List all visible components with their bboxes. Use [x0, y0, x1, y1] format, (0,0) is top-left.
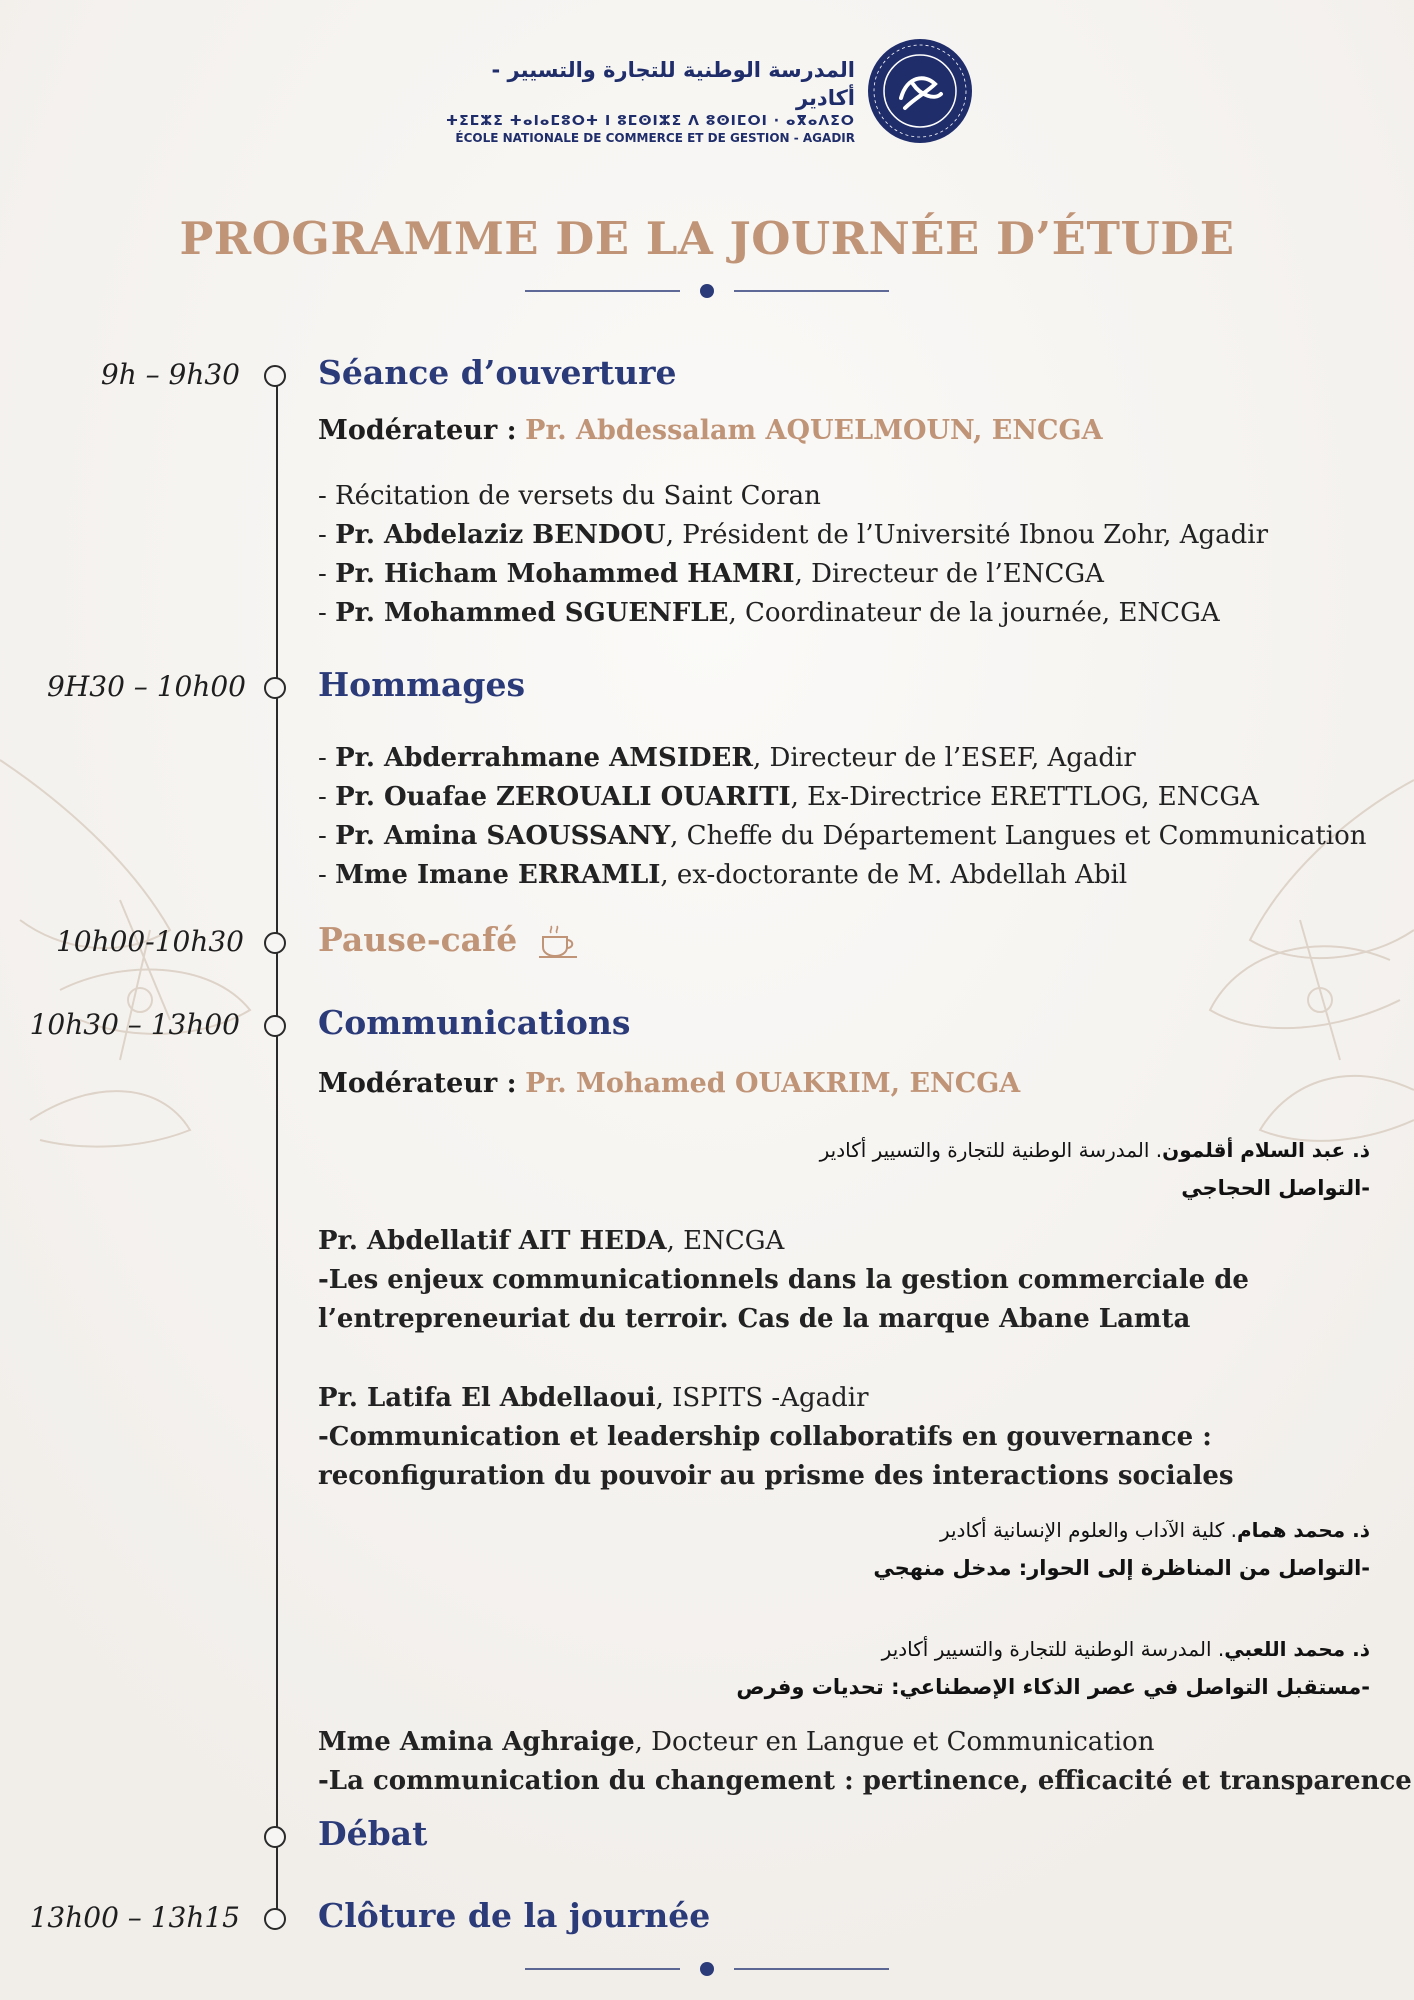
heading-communications: Communications — [318, 1003, 631, 1042]
talk-arabic-4: ذ. محمد همام. كلية الآداب والعلوم الإنسانية أكادير -التواصل من المناظرة إلى الحوار: مدخل منهجي — [873, 1518, 1370, 1580]
timeline-line — [276, 385, 278, 1910]
moderator-label: Modérateur : — [318, 415, 517, 446]
timeline-dot-hommages — [264, 677, 286, 699]
timeline-dot-debat — [264, 1826, 286, 1848]
talk-2: Pr. Abdellatif AIT HEDA, ENCGA -Les enjeux communicationnels dans la gestion commerciale de l’entrepreneuriat du terroir. Cas de la marque Abane Lamta — [318, 1226, 1249, 1334]
heading-opening: Séance d’ouverture — [318, 353, 677, 392]
moderator-communications — [318, 1068, 1020, 1099]
talk-arabic-5: ذ. محمد اللعبي. المدرسة الوطنية للتجارة والتسيير أكادير -مستقبل التواصل في عصر الذكاء الإصطناعي: تحديات وفرص — [736, 1637, 1370, 1699]
time-closing: 13h00 – 13h15 — [29, 1901, 240, 1934]
moderator-label: Modérateur : — [318, 1068, 517, 1099]
time-hommages: 9H30 – 10h00 — [47, 670, 246, 703]
moderator-name: Pr. Abdessalam AQUELMOUN, ENCGA — [525, 415, 1103, 446]
list-item: - Pr. Hicham Mohammed HAMRI, Directeur de l’ENCGA — [318, 559, 1104, 589]
logo-french-name: ÉCOLE NATIONALE DE COMMERCE ET DE GESTION - AGADIR — [455, 131, 855, 145]
list-item: - Pr. Abdelaziz BENDOU, Président de l’Université Ibnou Zohr, Agadir — [318, 520, 1269, 550]
heading-pause — [318, 920, 581, 959]
list-item: - Pr. Amina SAOUSSANY, Cheffe du Département Langues et Communication — [318, 821, 1367, 851]
list-item: - Pr. Ouafae ZEROUALI OUARITI, Ex-Directrice ERETTLOG, ENCGA — [318, 782, 1259, 812]
university-seal-icon — [865, 36, 975, 146]
logo-tifinagh-name: ⵜⵉⵎⵣⵉ ⵜⴰⵏⴰⵎⵓⵔⵜ ⵏ ⵓⵎⵙⵏⵣⵉ ⴷ ⵓⵙⵏⵎⵔⵏ · ⴰⴳⴰⴷⵉⵔ — [445, 113, 855, 129]
list-item: - Récitation de versets du Saint Coran — [318, 481, 821, 511]
list-item: - Mme Imane ERRAMLI, ex-doctorante de M. Abdellah Abil — [318, 860, 1128, 890]
moderator-name: Pr. Mohamed OUAKRIM, ENCGA — [525, 1068, 1021, 1099]
timeline-dot-communications — [264, 1015, 286, 1037]
heading-hommages: Hommages — [318, 665, 526, 704]
timeline-dot-opening — [264, 365, 286, 387]
moderator-opening — [318, 415, 1103, 446]
footer-divider-ornament — [525, 1959, 889, 1979]
list-item: - Pr. Abderrahmane AMSIDER, Directeur de l’ESEF, Agadir — [318, 743, 1136, 773]
list-item: - Pr. Mohammed SGUENFLE, Coordinateur de la journée, ENCGA — [318, 598, 1220, 628]
heading-debat: Débat — [318, 1814, 428, 1853]
heading-closing: Clôture de la journée — [318, 1896, 711, 1935]
talk-3: Pr. Latifa El Abdellaoui, ISPITS -Agadir -Communication et leadership collaboratifs en gouvernance : reconfiguration du pouvoir au prisme des interactions sociales — [318, 1383, 1234, 1491]
talk-arabic-1: ذ. عبد السلام أقلمون. المدرسة الوطنية للتجارة والتسيير أكادير -التواصل الحجاجي — [819, 1138, 1370, 1200]
time-pause: 10h00-10h30 — [55, 925, 244, 958]
time-communications: 10h30 – 13h00 — [29, 1008, 240, 1041]
encg-logo — [440, 34, 980, 144]
timeline-dot-closing — [264, 1908, 286, 1930]
pause-label: Pause-café — [318, 920, 518, 959]
logo-arabic-name: المدرسة الوطنية للتجارة والتسيير - أكادير — [491, 58, 855, 110]
timeline-dot-pause — [264, 932, 286, 954]
coffee-cup-icon — [537, 925, 581, 959]
hommages-list — [318, 739, 1367, 895]
talk-6: Mme Amina Aghraige, Docteur en Langue et Communication -La communication du changement : pertinence, efficacité et transparence — [318, 1727, 1412, 1796]
time-opening: 9h – 9h30 — [100, 358, 240, 391]
title-divider-ornament — [525, 281, 889, 301]
opening-list — [318, 477, 1268, 633]
page-title: PROGRAMME DE LA JOURNÉE D’ÉTUDE — [179, 212, 1235, 265]
